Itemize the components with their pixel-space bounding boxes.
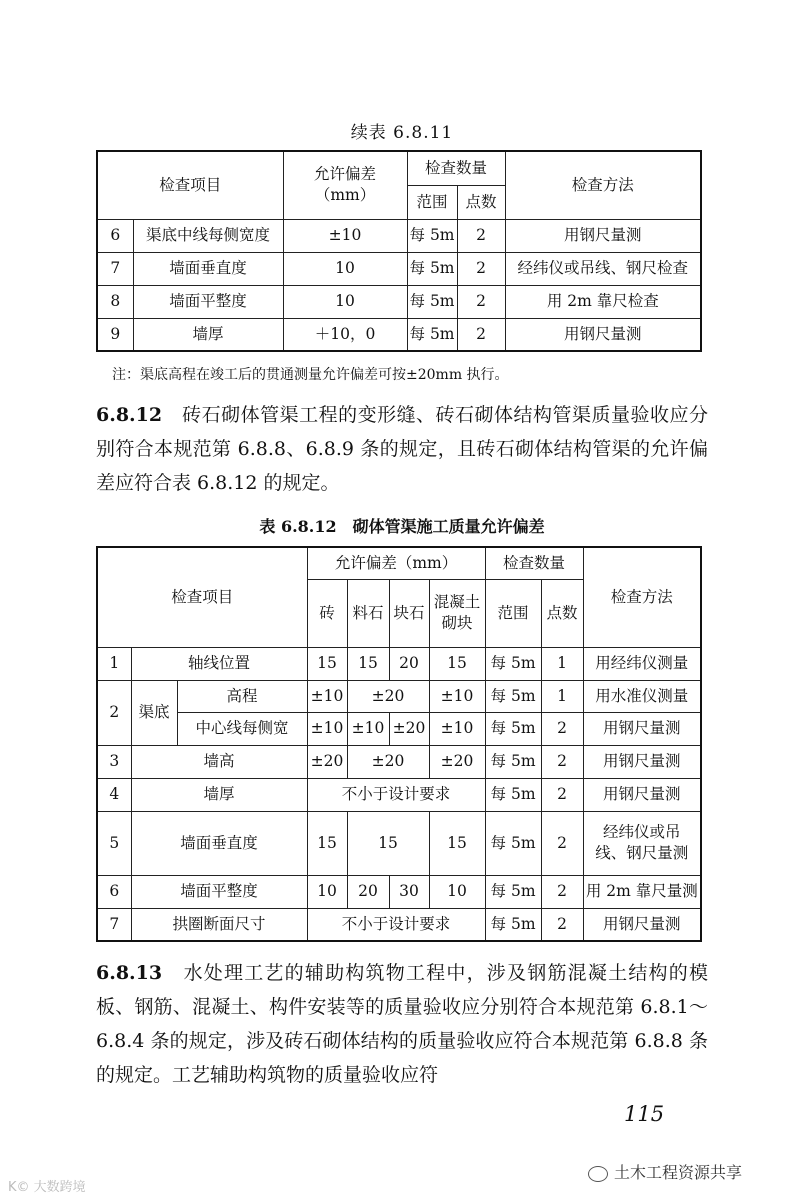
wechat-icon [588, 1166, 608, 1182]
clause-number: 6.8.13 [96, 962, 163, 984]
header-method: 检查方法 [505, 151, 701, 219]
paragraph-6-8-12: 6.8.12 砖石砌体管渠工程的变形缝、砖石砌体结构管渠质量验收应分别符合本规范第 6.8.8、6.8.9 条的规定，且砖石砌体结构管渠的允许偏差应符合表 6.8.12 的规定。 [96, 404, 708, 494]
table-row: 1 轴线位置 15 15 20 15 每 5m 1 用经纬仪测量 [97, 647, 701, 680]
page-number: 115 [624, 1102, 665, 1126]
watermark-right: 土木工程资源共享 [588, 1160, 742, 1183]
table-row: 9 墙厚 ＋10，0 每 5m 2 用钢尺量测 [97, 318, 701, 351]
paragraph-6-8-13: 6.8.13 水处理工艺的辅助构筑物工程中，涉及钢筋混凝土结构的模板、钢筋、混凝土、构件安装等的质量验收应分别符合本规范第 6.8.1～6.8.4 条的规定，涉及砖石砌体结构的质量验收应符合本规范第 6.8.8 条的规定。工艺辅助构筑物的质量验收应符 [96, 962, 708, 1086]
table-continued-6-8-11 [96, 150, 702, 352]
header-item: 检查项目 [97, 151, 283, 219]
table-row: 4 墙厚 不小于设计要求 每 5m 2 用钢尺量测 [97, 778, 701, 811]
header-quantity: 检查数量 [407, 151, 505, 185]
table-row: 7 拱圈断面尺寸 不小于设计要求 每 5m 2 用钢尺量测 [97, 908, 701, 941]
header-range: 范围 [485, 579, 541, 647]
header-points: 点数 [457, 185, 505, 219]
header-concrete: 混凝土 砌块 [429, 579, 485, 647]
header-block: 块石 [389, 579, 429, 647]
header-points: 点数 [541, 579, 583, 647]
table-row: 5 墙面垂直度 15 15 15 每 5m 2 经纬仪或吊 线、钢尺量测 [97, 811, 701, 875]
clause-number: 6.8.12 [96, 404, 163, 426]
table1-caption: 续表 6.8.11 [350, 123, 454, 143]
header-item: 检查项目 [97, 547, 307, 647]
table-row: 8 墙面平整度 10 每 5m 2 用 2m 靠尺检查 [97, 285, 701, 318]
table-row: 7 墙面垂直度 10 每 5m 2 经纬仪或吊线、钢尺检查 [97, 252, 701, 285]
watermark-left: K© 大数跨境 [8, 1180, 86, 1195]
header-method: 检查方法 [583, 547, 701, 647]
header-tolerance: 允许偏差（mm） [307, 547, 485, 579]
header-stone: 料石 [347, 579, 389, 647]
header-quantity: 检查数量 [485, 547, 583, 579]
table-row: 3 墙高 ±20 ±20 ±20 每 5m 2 用钢尺量测 [97, 745, 701, 778]
header-range: 范围 [407, 185, 457, 219]
table2-caption: 表 6.8.12 砌体管渠施工质量允许偏差 [259, 517, 545, 536]
table-row: 2 渠底 高程 ±10 ±20 ±10 每 5m 1 用水准仪测量 [97, 680, 701, 712]
table-row: 6 渠底中线每侧宽度 ±10 每 5m 2 用钢尺量测 [97, 219, 701, 252]
table-row: 中心线每侧宽 ±10 ±10 ±20 ±10 每 5m 2 用钢尺量测 [97, 712, 701, 745]
header-brick: 砖 [307, 579, 347, 647]
table-row: 6 墙面平整度 10 20 30 10 每 5m 2 用 2m 靠尺量测 [97, 875, 701, 908]
header-tolerance: 允许偏差 （mm） [283, 151, 407, 219]
table-6-8-12 [96, 546, 702, 942]
table1-note: 注：渠底高程在竣工后的贯通测量允许偏差可按±20mm 执行。 [112, 367, 509, 383]
